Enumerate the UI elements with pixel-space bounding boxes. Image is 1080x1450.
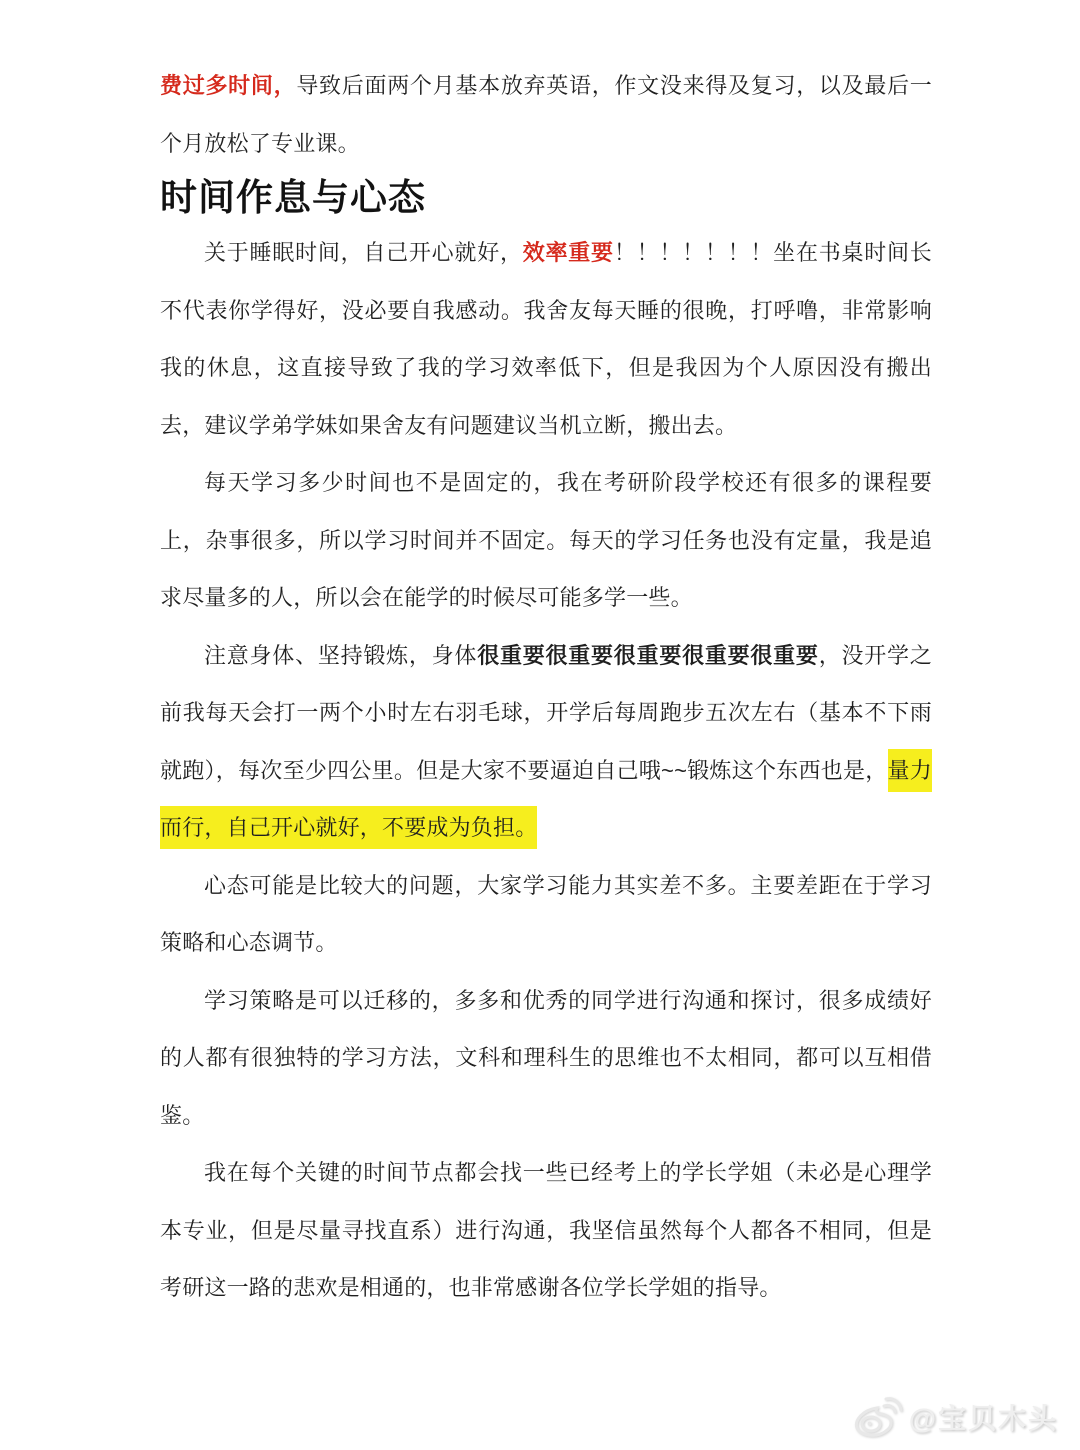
paragraph bbox=[160, 1144, 932, 1317]
text-run: 注意身体、坚持锻炼，身体 bbox=[204, 642, 478, 668]
text-run: ！！！！！！！坐在书桌时间长不代表你学得好，没必要自我感动。我舍友每天睡的很晚，打呼噜，非常影响我的休息，这直接导致了我的学习效率低下，但是我因为个人原因没有搬出去，建议学弟学妹如果舍友有问题建议当机立断，搬出去。 bbox=[160, 240, 932, 438]
paragraph bbox=[160, 972, 932, 1145]
paragraph bbox=[160, 857, 932, 972]
red-emphasis-text: 费过多时间， bbox=[160, 73, 297, 98]
watermark bbox=[851, 1395, 1058, 1439]
section-heading: 时间作息与心态 bbox=[160, 177, 426, 218]
text-run: 导致后面两个月基本放弃英语，作文没来得及复习，以及最后一个月放松了专业课。 bbox=[160, 73, 932, 156]
paragraph bbox=[160, 454, 932, 627]
paragraph bbox=[160, 224, 932, 454]
text-run: ，没开学之前我每天会打一两个小时左右羽毛球，开学后每周跑步五次左右（基本不下雨就跑），每次至少四公里。但是大家不要逼迫自己哦~~锻炼这个东西也是， bbox=[160, 642, 932, 783]
text-run: 关于睡眠时间，自己开心就好， bbox=[204, 240, 523, 265]
text-run: 我在每个关键的时间节点都会找一些已经考上的学长学姐（未必是心理学本专业，但是尽量寻找直系）进行沟通，我坚信虽然每个人都各不相同，但是考研这一路的悲欢是相通的，也非常感谢各位学长学姐的指导。 bbox=[160, 1160, 932, 1300]
text-run: 每天学习多少时间也不是固定的，我在考研阶段学校还有很多的课程要上，杂事很多，所以学习时间并不固定。每天的学习任务也没有定量，我是追求尽量多的人，所以会在能学的时候尽可能多学一些。 bbox=[160, 470, 932, 610]
bold-emphasis-text: 很重要很重要很重要很重要很重要 bbox=[477, 642, 819, 668]
highlighted-text: 量力而行，自己开心就好，不要成为负担。 bbox=[160, 749, 932, 850]
paragraph bbox=[160, 57, 932, 172]
red-emphasis-text: 效率重要 bbox=[522, 240, 614, 265]
document-page bbox=[160, 57, 932, 1317]
paragraph bbox=[160, 627, 932, 857]
text-run: 学习策略是可以迁移的，多多和优秀的同学进行沟通和探讨，很多成绩好的人都有很独特的学习方法，文科和理科生的思维也不太相同，都可以互相借鉴。 bbox=[160, 987, 932, 1128]
watermark-handle: @宝贝木头 bbox=[908, 1403, 1058, 1434]
text-run: 心态可能是比较大的问题，大家学习能力其实差不多。主要差距在于学习策略和心态调节。 bbox=[160, 872, 932, 955]
weibo-icon bbox=[851, 1395, 903, 1439]
